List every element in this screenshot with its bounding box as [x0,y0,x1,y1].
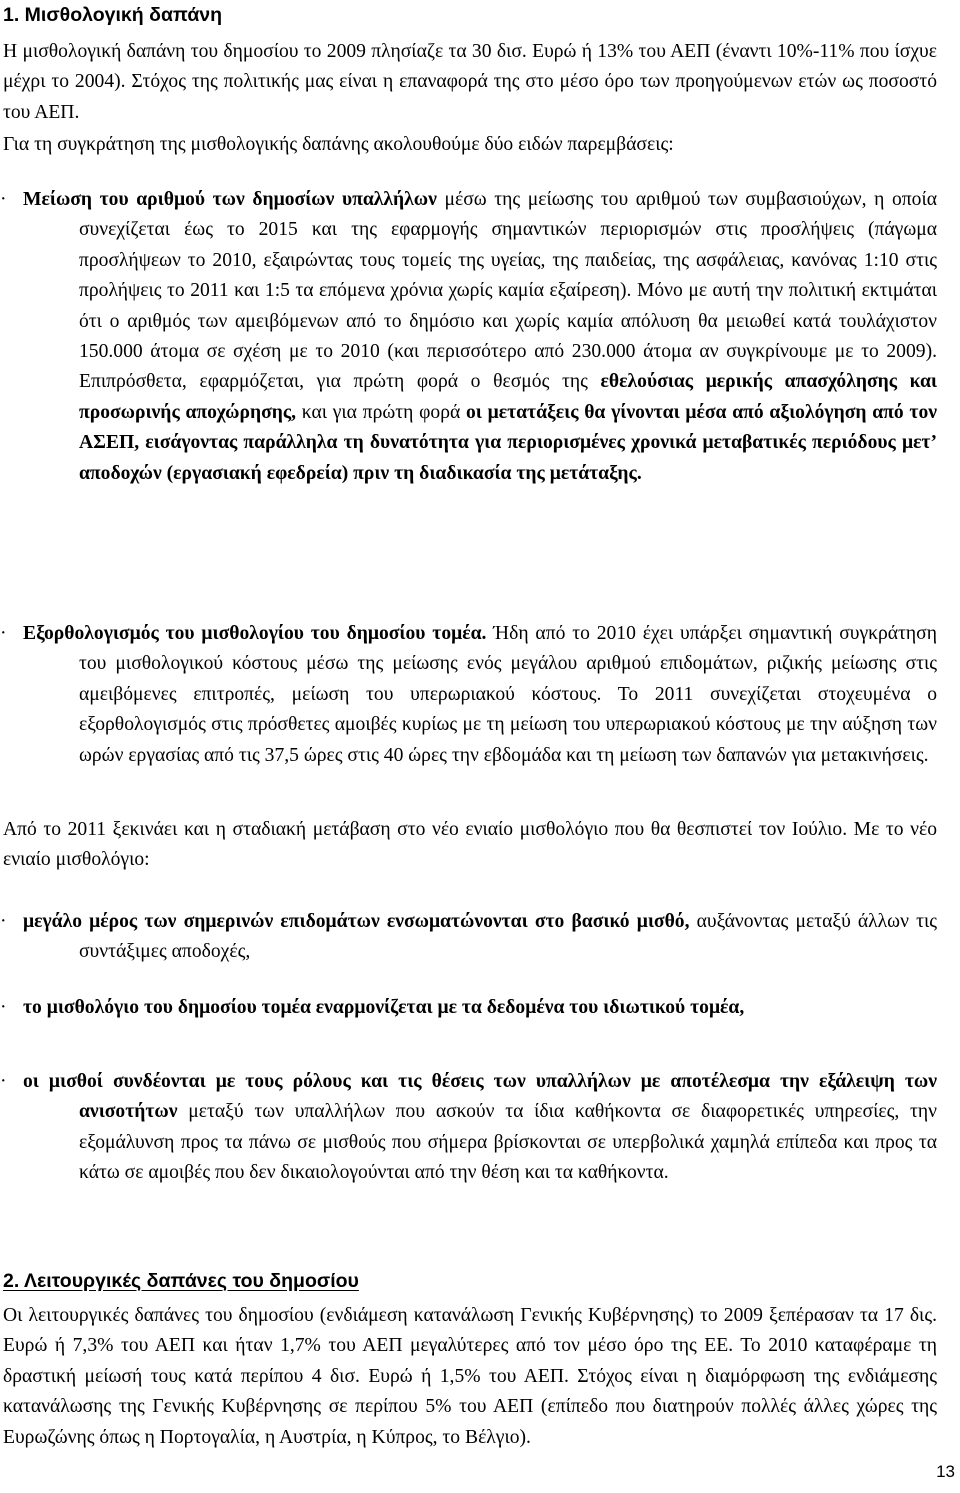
bullet-marker: · [0,623,7,644]
section-1-intro-paragraph: Η μισθολογική δαπάνη του δημοσίου το 2009 πλησίαζε τα 30 δισ. Ευρώ ή 13% του ΑΕΠ (έναντι 10%-11% που ίσχυε μέχρι το 2004). Στόχος της πολιτικής μας είναι η επαναφορά της στο μέσο όρο των προηγούμενων ετών ως ποσοστό του ΑΕΠ. [3,41,937,123]
bullet-text [23,993,937,1023]
bold-phrase: το μισθολόγιο του δημοσίου τομέα εναρμονίζεται με τα δεδομένα του ιδιωτικού τομέα, [23,997,745,1018]
unified-payroll-paragraph: Από το 2011 ξεκινάει και η σταδιακή μετάβαση στο νέο ενιαίο μισθολόγιο που θα θεσπιστεί τον Ιούλιο. Με το νέο ενιαίο μισθολόγιο: [3,819,937,871]
section-2-heading: 2. Λειτουργικές δαπάνες του δημοσίου [3,1270,359,1292]
bold-phrase: οι μετατάξεις θα γίνονται μέσα από αξιολόγηση από τον ΑΣΕΠ, εισάγοντας παράλληλα τη δυνατότητα για περιορισμένες χρονικά μεταβατικές περιόδους μετ’ αποδοχών (εργασιακή εφεδρεία) πριν τη διαδικασία της μετάταξης. [79,401,937,484]
bullet-marker: · [0,997,7,1018]
bold-phrase: Μείωση του αριθμού των δημοσίων υπαλλήλων [23,189,437,210]
bullet-text [23,1067,937,1189]
bullet-item-private-sector-alignment [0,993,937,1023]
plain-text: Ήδη από το 2010 έχει υπάρξει σημαντική συγκράτηση του μισθολογικού κόστους μέσω της μείωσης ενός μεγάλου αριθμού επιδομάτων, ριζικής μείωσης στις αμειβόμενες επιτροπές, μείωση του υπερωριακού κόστους. Το 2011 συνεχίζεται στοχευμένα ο εξορθολογισμός στις πρόσθετες αμοιβές κυρίως με τη μείωση του υπερωριακού κόστους με την αύξηση των ωρών εργασίας από τις 37,5 ώρες στις 40 ώρες την εβδομάδα και τη μείωση των δαπανών για μετακινήσεις. [79,623,937,766]
bold-phrase: Εξορθολογισμός του μισθολογίου του δημοσίου τομέα. [23,623,487,644]
section-1-heading: 1. Μισθολογική δαπάνη [3,4,223,26]
plain-text: μεταξύ των υπαλλήλων που ασκούν τα ίδια καθήκοντα σε διαφορετικές υπηρεσίες, την εξομάλυνση προς τα πάνω σε μισθούς που σήμερα βρίσκονται σε υπερβολικά χαμηλά επίπεδα και προς τα κάτω σε αμοιβές που δεν δικαιολογούνται από την θέση και τα καθήκοντα. [79,1101,937,1184]
bullet-marker: · [0,189,7,210]
bullet-item-roles-and-positions [0,1067,937,1189]
bullet-item-staff-reduction [0,185,937,489]
bullet-text [23,619,937,771]
bullet-text [23,907,937,968]
plain-text: μέσω της μείωσης του αριθμού των συμβασιούχων, η οποία συνεχίζεται έως το 2015 και της εφαρμογής σημαντικών περιορισμών στις προσλήψεις (πάγωμα προσλήψεων το 2010, εξαιρώντας τους τομείς της υγείας, της παιδείας, της ασφάλειας, κανόνας 1:10 στις προλήψεις το 2011 και 1:5 τα επόμενα χρόνια χωρίς καμία εξαίρεση). Μόνο με αυτή την πολιτική εκτιμάται ότι ο αριθμός των αμειβόμενων από το δημόσιο και χωρίς καμία απόλυση θα μειωθεί κατά τουλάχιστον 150.000 άτομα σε σχέση με το 2010 (και περισσότερο από 230.000 άτομα αν συγκρίνουμε με το 2009). Επιπρόσθετα, εφαρμόζεται, για πρώτη φορά ο θεσμός της [79,189,937,393]
interventions-lead-paragraph: Για τη συγκράτηση της μισθολογικής δαπάνης ακολουθούμε δύο ειδών παρεμβάσεις: [3,134,674,155]
bold-phrase: εθελούσιας μερικής απασχόλησης και προσωρινής αποχώρησης, [79,371,937,423]
page-number: 13 [936,1462,955,1481]
section-2-body-paragraph: Οι λειτουργικές δαπάνες του δημοσίου (ενδιάμεση κατανάλωση Γενικής Κυβέρνησης) το 2009 ξεπέρασαν τα 17 δις. Ευρώ ή 7,3% του ΑΕΠ και ήταν 1,7% του ΑΕΠ μεγαλύτερες από τον μέσο όρο της ΕΕ. Το 2010 καταφέραμε τη δραστική μείωσή τους κατά περίπου 4 δισ. Ευρώ ή 1,5% του ΑΕΠ. Στόχος είναι η διαμόρφωση της ενδιάμεσης κατανάλωσης της Γενικής Κυβέρνησης σε περίπου 5% του ΑΕΠ (επίπεδο που διατηρούν πολλές άλλες χώρες της Ευρωζώνης όπως η Πορτογαλία, η Αυστρία, η Κύπρος, το Βέλγιο). [3,1305,937,1448]
bullet-item-allowances [0,907,937,968]
plain-text: αυξάνοντας μεταξύ άλλων τις συντάξιμες αποδοχές, [79,911,937,963]
bold-phrase: μεγάλο μέρος των σημερινών επιδομάτων ενσωματώνονται στο βασικό μισθό, [23,911,690,932]
bullet-text [23,185,937,489]
plain-text: και για πρώτη φορά [296,401,466,423]
bullet-marker: · [0,1071,7,1092]
bold-phrase: οι μισθοί συνδέονται με τους ρόλους και τις θέσεις των υπαλλήλων με αποτέλεσμα την εξάλειψη των ανισοτήτων [23,1071,937,1123]
bullet-item-payroll-rationalisation [0,619,937,771]
bullet-marker: · [0,911,7,932]
